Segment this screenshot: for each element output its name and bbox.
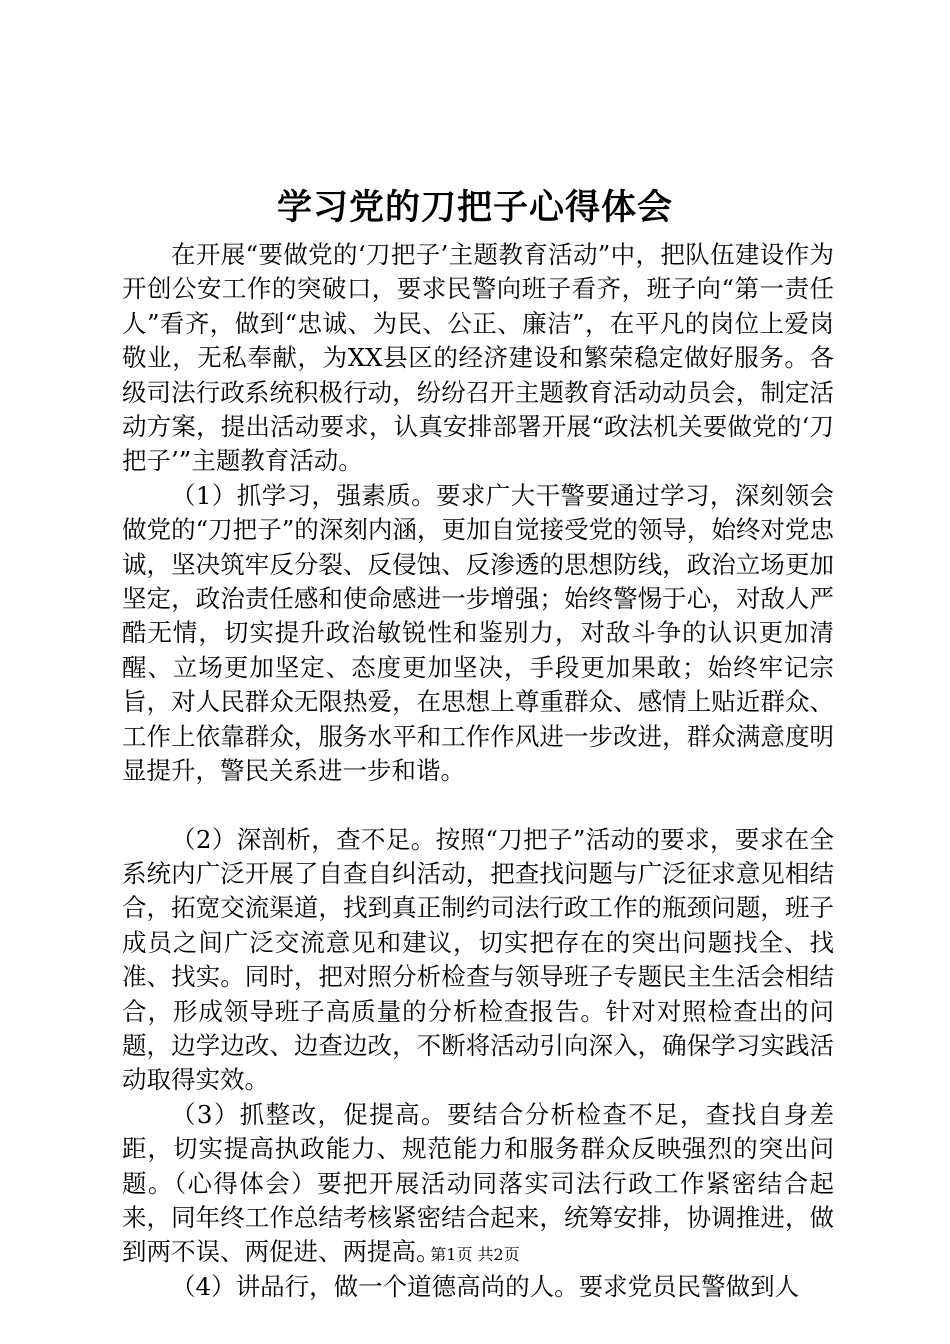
paragraph-study: （1）抓学习，强素质。要求广大干警要通过学习，深刻领会做党的“刀把子”的深刻内涵，更加自觉接受党的领导，始终对党忠诚，坚决筑牢反分裂、反侵蚀、反渗透的思想防线，政治立场更加坚定，政治责任感和使命感进一步增强；始终警惕于心，对敌人严酷无情，切实提升政治敏锐性和鉴别力，对敌斗争的认识更加清醒、立场更加坚定、态度更加坚决，手段更加果敢；始终牢记宗旨，对人民群众无限热爱，在思想上尊重群众、感情上贴近群众、工作上依靠群众，服务水平和工作作风进一步改进，群众满意度明显提升，警民关系进一步和谐。 bbox=[122, 480, 834, 786]
paragraph-analysis: （2）深剖析，查不足。按照“刀把子”活动的要求，要求在全系统内广泛开展了自查自纠活动，把查找问题与广泛征求意见相结合，拓宽交流渠道，找到真正制约司法行政工作的瓶颈问题，班子成员之间广泛交流意见和建议，切实把存在的突出问题找全、找准、找实。同时，把对照分析检查与领导班子专题民主生活会相结合，形成领导班子高质量的分析检查报告。针对对照检查出的问题，边学边改、边查边改，不断将活动引向深入，确保学习实践活动取得实效。 bbox=[122, 824, 834, 1095]
document-title: 学习党的刀把子心得体会 bbox=[276, 187, 673, 228]
paragraph-rectify: （3）抓整改，促提高。要结合分析检查不足，查找自身差距，切实提高执政能力、规范能力和服务群众反映强烈的突出问题。（心得体会）要把开展活动同落实司法行政工作紧密结合起来，同年终工作总结考核紧密结合起来，统筹安排，协调推进，做到两不误、两促进、两提高。 bbox=[122, 1099, 834, 1267]
document-body bbox=[122, 238, 834, 1304]
paragraph-intro: 在开展“要做党的‘刀把子’主题教育活动”中，把队伍建设作为开创公安工作的突破口，要求民警向班子看齐，班子向“第一责任人”看齐，做到“忠诚、为民、公正、廉洁”，在平凡的岗位上爱岗敬业，无私奉献，为XX县区的经济建设和繁荣稳定做好服务。各级司法行政系统积极行动，纷纷召开主题教育活动动员会，制定活动方案，提出活动要求，认真安排部署开展“政法机关要做党的‘刀把子’”主题教育活动。 bbox=[122, 240, 834, 476]
page-number: 第1页 共2页 bbox=[430, 1245, 520, 1264]
paragraph-conduct: （4）讲品行，做一个道德高尚的人。要求党员民警做到人 bbox=[171, 1271, 800, 1301]
